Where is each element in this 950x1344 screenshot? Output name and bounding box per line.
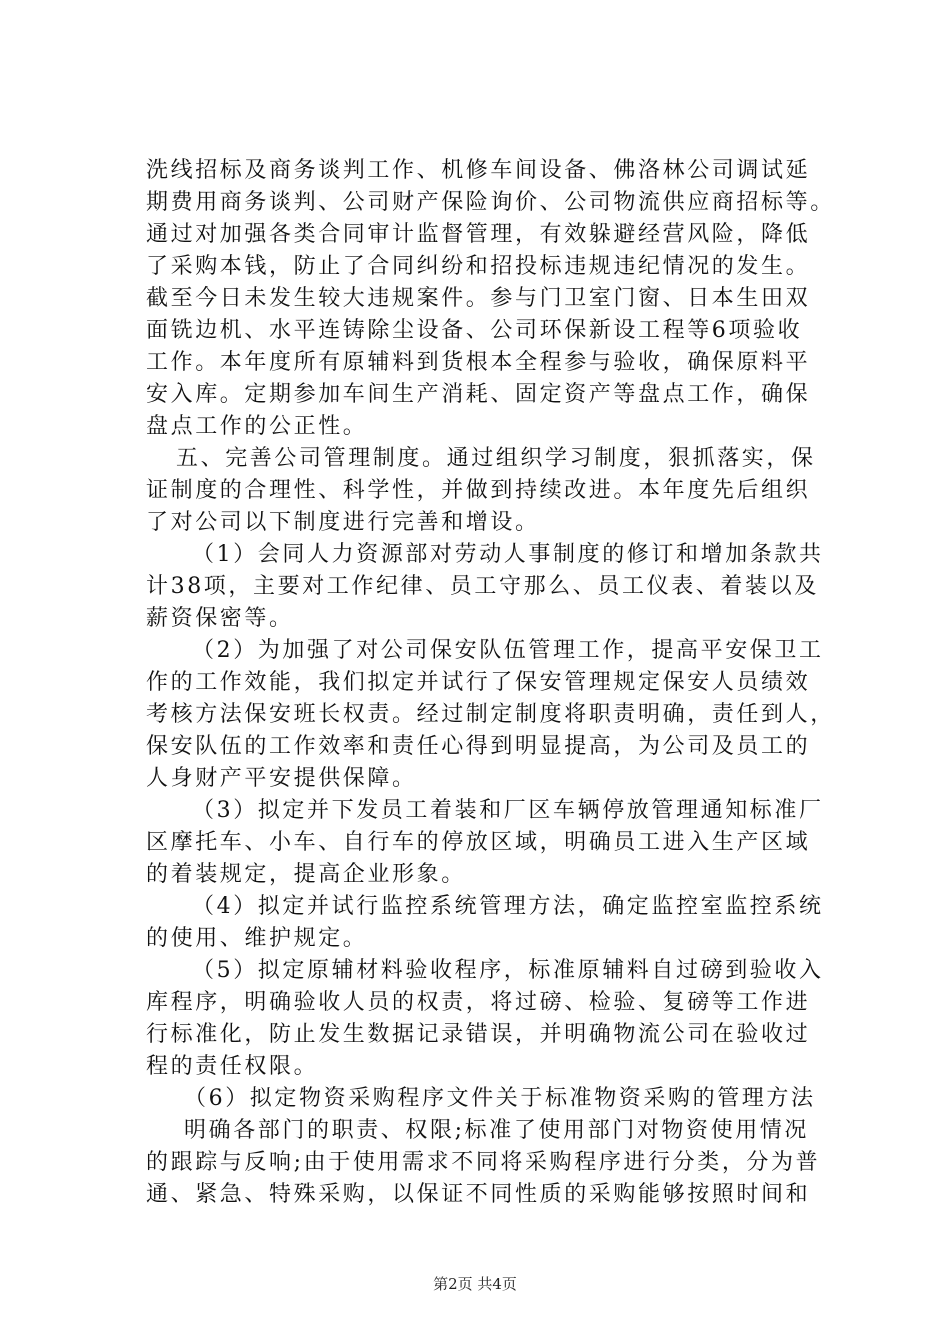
text-line: 工作。本年度所有原辅料到货根本全程参与验收，确保原料平 xyxy=(146,350,811,375)
list-item-line: （2）为加强了对公司保安队伍管理工作，提高平安保卫工 xyxy=(192,638,824,663)
text-line: 面铣边机、水平连铸除尘设备、公司环保新设工程等6项验收 xyxy=(146,318,803,343)
text-line: 考核方法保安班长权责。经过制定制度将职责明确，责任到人， xyxy=(146,702,835,727)
list-item-line: （5）拟定原辅材料验收程序，标准原辅料自过磅到验收入 xyxy=(192,958,824,983)
text-line: 了采购本钱，防止了合同纠纷和招投标违规违纪情况的发生。 xyxy=(146,254,811,279)
text-line: 区摩托车、小车、自行车的停放区域，明确员工进入生产区域 xyxy=(146,830,811,855)
page-number-footer: 第2页 共4页 xyxy=(433,1275,517,1293)
text-line: 的着装规定，提高企业形象。 xyxy=(146,862,466,887)
list-item-line: （4）拟定并试行监控系统管理方法，确定监控室监控系统 xyxy=(192,894,824,919)
text-line: 通过对加强各类合同审计监督管理，有效躲避经营风险，降低 xyxy=(146,222,811,247)
text-line: 的跟踪与反响;由于使用需求不同将采购程序进行分类，分为普 xyxy=(146,1150,821,1175)
list-item-line: （1）会同人力资源部对劳动人事制度的修订和增加条款共 xyxy=(192,542,824,567)
text-line: 截至今日未发生较大违规案件。参与门卫室门窗、日本生田双 xyxy=(146,286,811,311)
text-line: 作的工作效能，我们拟定并试行了保安管理规定保安人员绩效 xyxy=(146,670,811,695)
text-line: 洗线招标及商务谈判工作、机修车间设备、佛洛林公司调试延 xyxy=(146,158,811,183)
text-line: 期费用商务谈判、公司财产保险询价、公司物流供应商招标等。 xyxy=(146,190,835,215)
text-line: 的使用、维护规定。 xyxy=(146,926,368,951)
text-line: 库程序，明确验收人员的权责，将过磅、检验、复磅等工作进 xyxy=(146,990,811,1015)
section-heading-line: 五、完善公司管理制度。通过组织学习制度，狠抓落实，保 xyxy=(176,446,816,471)
text-line: 程的责任权限。 xyxy=(146,1054,319,1079)
text-line: 安入库。定期参加车间生产消耗、固定资产等盘点工作，确保 xyxy=(146,382,811,407)
text-line: 证制度的合理性、科学性，并做到持续改进。本年度先后组织 xyxy=(146,478,811,503)
list-item-line: （3）拟定并下发员工着装和厂区车辆停放管理通知标准厂 xyxy=(192,798,824,823)
list-item-line: （6）拟定物资采购程序文件关于标准物资采购的管理方法 xyxy=(184,1086,816,1111)
text-line: 行标准化，防止发生数据记录错误，并明确物流公司在验收过 xyxy=(146,1022,811,1047)
document-body xyxy=(146,155,846,1211)
text-line: 人身财产平安提供保障。 xyxy=(146,766,417,791)
text-line: 盘点工作的公正性。 xyxy=(146,414,368,439)
text-line: 计38项，主要对工作纪律、员工守那么、员工仪表、着装以及 xyxy=(146,574,819,599)
text-line: 通、紧急、特殊采购，以保证不同性质的采购能够按照时间和 xyxy=(146,1182,811,1207)
text-line: 明确各部门的职责、权限;标准了使用部门对物资使用情况 xyxy=(184,1118,810,1143)
text-line: 保安队伍的工作效率和责任心得到明显提高，为公司及员工的 xyxy=(146,734,811,759)
text-line: 薪资保密等。 xyxy=(146,606,294,631)
text-line: 了对公司以下制度进行完善和增设。 xyxy=(146,510,540,535)
